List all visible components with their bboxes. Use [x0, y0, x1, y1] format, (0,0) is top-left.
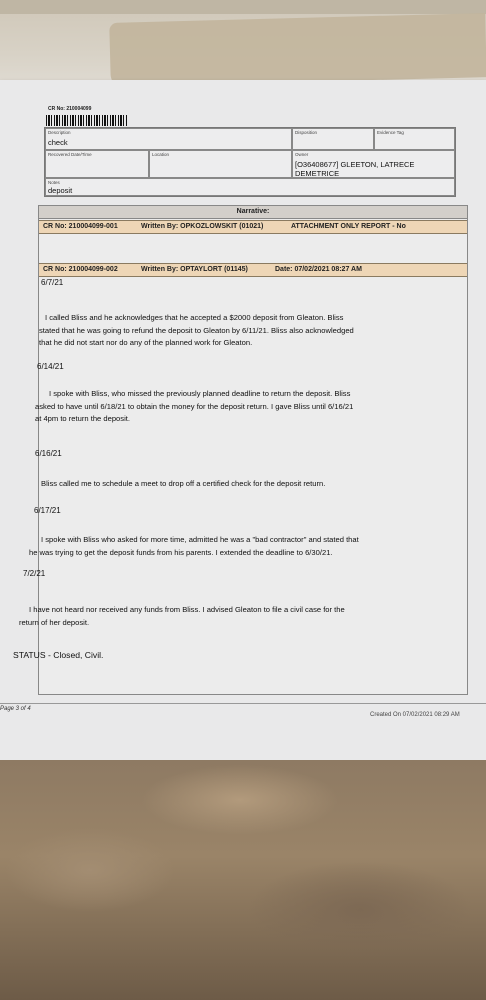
entry-text: I spoke with Bliss who asked for more time, admitted he was a "bad contractor" and stated that he was trying to get the deposit funds from his parents. I extended the deadline to 6/30/21.	[29, 535, 359, 557]
report2-crno: CR No: 210004099-002	[43, 266, 118, 273]
report1-written-by: Written By: OPKOZLOWSKIT (01021)	[141, 223, 264, 230]
location-cell	[149, 150, 292, 178]
entry-date: 6/14/21	[37, 362, 64, 371]
description-value: check	[48, 138, 68, 147]
evidence-tag-label: Evidence Tag	[377, 130, 404, 135]
narrative-box	[13, 205, 468, 695]
notes-label: Notes	[48, 180, 60, 185]
recovered-cell	[45, 150, 149, 178]
entry-date: 6/7/21	[41, 278, 64, 287]
report-bar-002	[39, 263, 467, 277]
report-bar-001	[39, 220, 467, 234]
status-text: STATUS - Closed, Civil.	[13, 650, 104, 660]
entry-text: Bliss called me to schedule a meet to drop off a certified check for the deposit return.	[41, 479, 326, 488]
owner-label: Owner	[295, 152, 309, 157]
barcode	[46, 115, 128, 126]
tape-strip	[0, 0, 486, 14]
entry-text: I called Bliss and he acknowledges that he accepted a $2000 deposit from Gleaton. Bliss stated that he was going to refund the deposit to Gleaton by 6/11/21. Bliss also acknowledged that he did not start nor do any of the planned work for Gleaton.	[39, 313, 354, 348]
entry-date: 7/2/21	[23, 569, 46, 578]
narrative-title: Narrative:	[39, 206, 467, 219]
recovered-label: Recovered Date/Time	[48, 152, 92, 157]
notes-cell	[45, 178, 455, 196]
entry-text: I spoke with Bliss, who missed the previously planned deadline to return the deposit. Bliss asked to have until 6/18/21 to obtain the money for the deposit return. I gave Bliss until 6/16/21 at 4pm to return the deposit.	[35, 389, 354, 424]
report2-written-by: Written By: OPTAYLORT (01145)	[141, 266, 248, 273]
page-number: Page 3 of 4	[0, 706, 31, 712]
location-label: Location	[152, 152, 170, 157]
tape-piece	[109, 13, 486, 87]
evidence-tag-cell	[374, 128, 455, 150]
notes-value: deposit	[48, 186, 73, 195]
owner-value-line2: DEMETRICE	[295, 169, 340, 178]
background-fabric	[0, 760, 486, 1000]
description-label: Description	[48, 130, 71, 135]
created-timestamp: Created On 07/02/2021 08:29 AM	[370, 712, 460, 718]
owner-cell	[292, 150, 455, 178]
report2-date: Date: 07/02/2021 08:27 AM	[275, 266, 362, 273]
header-table	[44, 127, 456, 197]
description-cell	[45, 128, 292, 150]
disposition-cell	[292, 128, 374, 150]
disposition-label: Disposition	[295, 130, 318, 135]
entry-date: 6/17/21	[34, 506, 61, 515]
cr-number: CR No: 210004099	[48, 106, 92, 112]
report1-note: ATTACHMENT ONLY REPORT - No	[291, 223, 406, 230]
entry-date: 6/16/21	[35, 449, 62, 458]
report1-crno: CR No: 210004099-001	[43, 223, 118, 230]
owner-value-line1: [O36408677] GLEETON, LATRECE	[295, 160, 415, 169]
footer-divider	[0, 703, 486, 704]
entry-text: I have not heard nor received any funds from Bliss. I advised Gleaton to file a civil case for the return of her deposit.	[19, 605, 345, 627]
